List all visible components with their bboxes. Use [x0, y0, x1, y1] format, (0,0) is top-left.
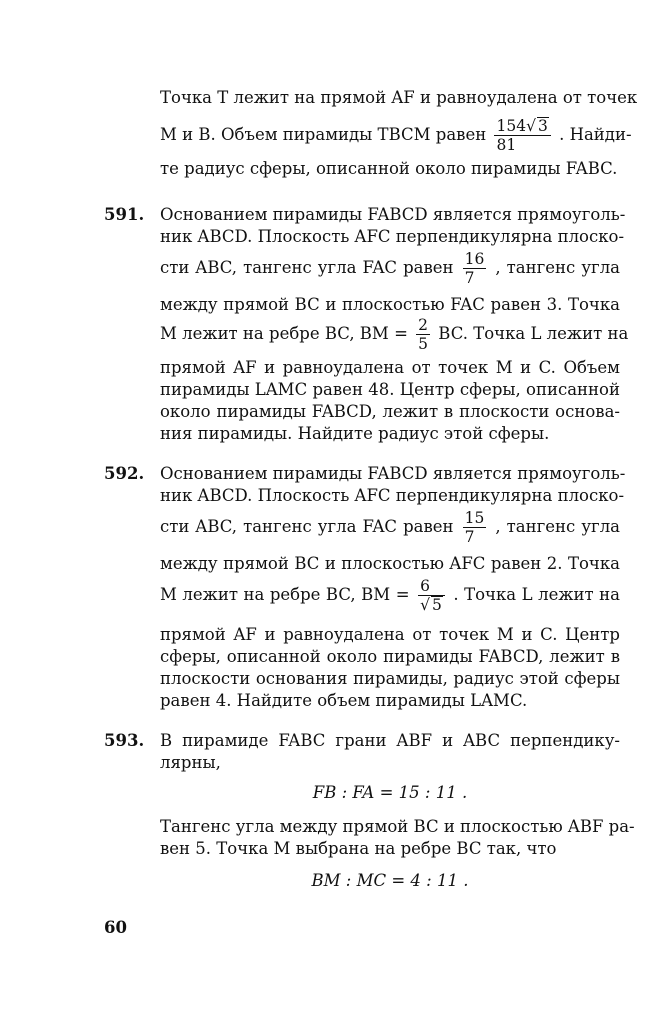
p592-line-5-tail: . Точка L лежит на — [453, 585, 621, 604]
p591-line-5-tail: BC. Точка L лежит на — [438, 324, 629, 343]
volume-denominator: 81 — [496, 136, 517, 154]
p592-tan-fraction — [463, 509, 487, 546]
p592-bm-denominator: √ 5 — [420, 596, 442, 614]
intro-line-2 — [160, 117, 632, 154]
p591-tan-denominator: 7 — [464, 269, 475, 287]
p593-line-3: Тангенс угла между прямой BC и плоскостью ABF ра- — [160, 817, 635, 836]
problem-number-592: 592. — [104, 464, 145, 483]
p593-line-1: В пирамиде FABC грани ABF и ABC перпендику- — [160, 731, 620, 750]
p592-tan-denominator: 7 — [464, 528, 475, 546]
p592-line-8: плоскости основания пирамиды, радиус этой сферы — [160, 669, 620, 688]
p592-line-5 — [160, 577, 620, 614]
p593-equation-1: FB : FA = 15 : 11 . — [312, 783, 468, 802]
p592-line-9: равен 4. Найдите объем пирамиды LAMC. — [160, 691, 528, 710]
volume-numerator: 154 — [496, 117, 527, 135]
p592-line-3-text: сти ABC, тангенс угла FAC равен — [160, 517, 454, 536]
p591-line-3 — [160, 250, 620, 287]
p591-line-7: пирамиды LAMC равен 48. Центр сферы, описанной — [160, 380, 620, 399]
p593-line-4: вен 5. Точка M выбрана на ребре BC так, что — [160, 839, 557, 858]
volume-fraction: $\frac{154√ 3}{81}$ — [494, 117, 550, 154]
p592-bm-fraction — [418, 577, 445, 614]
p592-line-3 — [160, 509, 620, 546]
p591-line-4: между прямой BC и плоскостью FAC равен 3. Точка — [160, 295, 620, 314]
intro-line-3: те радиус сферы, описанной около пирамиды FABC. — [160, 159, 618, 178]
p591-line-8: около пирамиды FABCD, лежит в плоскости основа- — [160, 402, 620, 421]
p591-line-3-tail: , тангенс угла — [495, 258, 621, 277]
volume-root: 3 — [537, 117, 548, 135]
p591-line-3-text: сти ABC, тангенс угла FAC равен — [160, 258, 454, 277]
p593-equation-2: BM : MC = 4 : 11 . — [311, 871, 469, 890]
p593-line-2: лярны, — [160, 753, 221, 772]
p591-line-6: прямой AF и равноудалена от точек M и C. Объем — [160, 358, 620, 377]
p592-line-2: ник ABCD. Плоскость AFC перпендикулярна плоско- — [160, 486, 625, 505]
p592-line-4: между прямой BC и плоскостью AFC равен 2. Точка — [160, 554, 620, 573]
p591-line-1: Основанием пирамиды FABCD является прямоуголь- — [160, 205, 626, 224]
p592-bm-numerator: 6 — [418, 577, 445, 596]
p592-tan-numerator: 15 — [464, 509, 485, 527]
p591-tan-fraction — [463, 250, 487, 287]
p592-line-5-text: M лежит на ребре BC, BM = — [160, 585, 410, 604]
p592-line-7: сферы, описанной около пирамиды FABCD, лежит в — [160, 647, 620, 666]
p591-line-5 — [160, 316, 629, 353]
intro-line-2-tail: . Найди- — [559, 125, 632, 144]
problem-number-591: 591. — [104, 205, 145, 224]
p592-line-3-tail: , тангенс угла — [495, 517, 621, 536]
problem-number-593: 593. — [104, 731, 145, 750]
p591-tan-numerator: 16 — [464, 250, 485, 268]
p592-bm-root: 5 — [431, 596, 442, 614]
page-number: 60 — [104, 918, 127, 937]
intro-line-1: Точка T лежит на прямой AF и равноудалена от точек — [160, 88, 638, 107]
p591-line-2: ник ABCD. Плоскость AFC перпендикулярна плоско- — [160, 227, 625, 246]
p591-bm-numerator: 2 — [418, 316, 429, 334]
p591-bm-denominator: 5 — [418, 335, 429, 353]
p592-line-1: Основанием пирамиды FABCD является прямоуголь- — [160, 464, 626, 483]
p591-line-5-text: M лежит на ребре BC, BM = — [160, 324, 408, 343]
p591-bm-fraction — [416, 316, 430, 353]
intro-line-2-text: M и B. Объем пирамиды TBCM равен — [160, 125, 487, 144]
p592-line-6: прямой AF и равноудалена от точек M и C. Центр — [160, 625, 620, 644]
p591-line-9: ния пирамиды. Найдите радиус этой сферы. — [160, 424, 550, 443]
